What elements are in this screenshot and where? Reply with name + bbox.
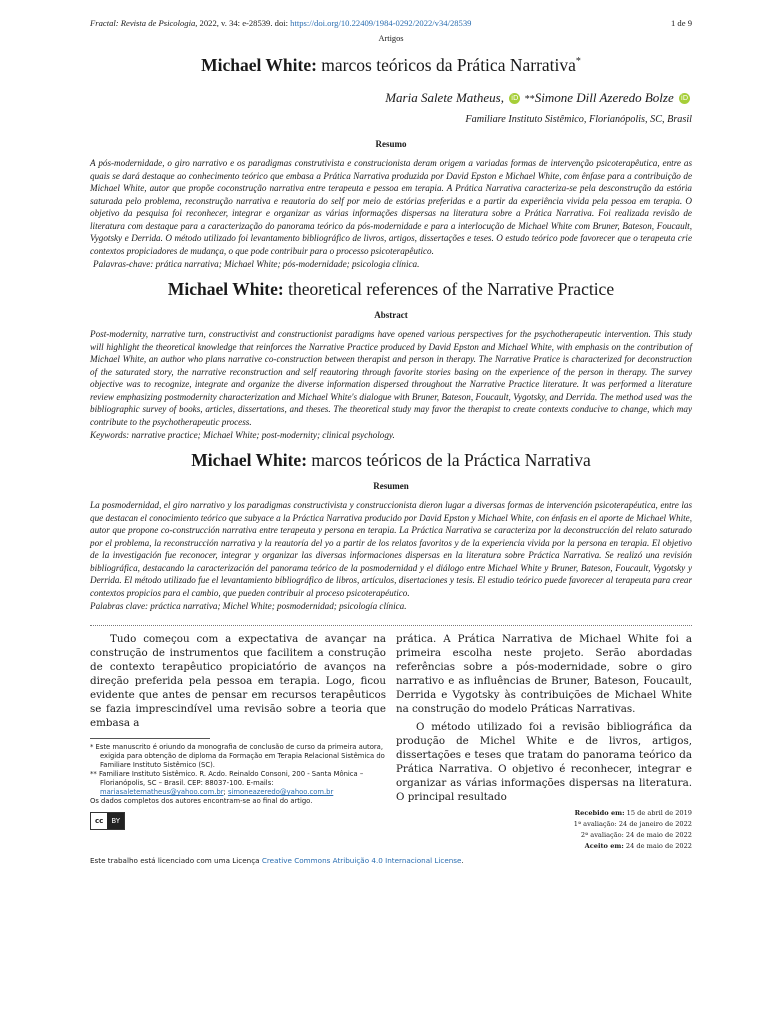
orcid-icon[interactable]: iD bbox=[511, 94, 519, 102]
resumo-body: A pós-modernidade, o giro narrativo e os paradigmas construtivista e construcionista deram origem a variadas formas de intervenção psicoterapêutica, entre as quais se dará destaque ao conhecimento teórico que embasa a Prática Narrativa produzida por David Epston e Michael White, com ênfase para a contribuição de Michael White, autor que propõe coconstrução narrativa entre terapeuta e pessoa em terapia. A Prática Narrativa caracteriza-se pela desconstrução da estória saturada pelo problema, reconstrução narrativa e reautoria do self por meio de estórias preferidas e a partir da experiência vivida pela pessoa em terapia. O objetivo da pesquisa foi reconhecer, integrar e organizar as várias informações dispersas na literatura sobre a Prática Narrativa. Foi realizada revisão de literatura com destaque para a caracterização do panorama teórico da pós-modernidade e para a interlocução de Michael White com Bruner, Bateson, Foucault, Vygotsky e Derrida. O método utilizado foi levantamento bibliográfico de livros, artigos, dissertações e teses. O estudo teórico pode favorecer que o terapeuta crie contextos propiciadores de mudança, o que pode contribuir para o processo psicoterapêutico. bbox=[90, 158, 692, 256]
body-columns bbox=[90, 632, 692, 852]
citation bbox=[90, 18, 471, 28]
first-evaluation-date: 1ª avaliação: 24 de janeiro de 2022 bbox=[573, 820, 692, 828]
title-english bbox=[90, 279, 692, 300]
body-paragraph: prática. A Prática Narrativa de Michael White foi a primeira escolha neste projeto. Serão abordadas referências sobre a pós-modernidade, sobre o giro narrativo e as influências de Bruner, Bateson, Foucault, Derrida e Vygotsky às contribuições de Michael White na construção do modelo Práticas Narrativas. bbox=[396, 633, 692, 715]
authors bbox=[90, 90, 692, 106]
second-evaluation-date: 2ª avaliação: 24 de maio de 2022 bbox=[580, 831, 692, 839]
palabras-clave: Palabras clave: práctica narrativa; Michel White; posmodernidad; psicología clínica. bbox=[90, 601, 407, 611]
title-pt-bold: Michael White: bbox=[201, 55, 317, 75]
resumen-heading: Resumen bbox=[373, 481, 409, 491]
orcid-icon[interactable]: iD bbox=[680, 94, 689, 102]
title-es-bold: Michael White: bbox=[191, 450, 308, 470]
resumen-body: La posmodernidad, el giro narrativo y los paradigmas constructivista y construccionista dieron lugar a diversas formas de intervención psicoterapéutica, entre las que destacan el conocimiento teórico que subyace a la Práctica Narrativa producido por David Epston y Michael White, con énfasis en el aporte de Michael White, autor que propone co-construcción narrativa entre terapeuta y persona en terapia. La Práctica Narrativa se caracteriza por la deconstrucción del relato saturado por el problema, la reconstrucción narrativa y la reautoría del yo a partir de los relatos favoritos y de la experiencia vivida por la persona en terapia. El objetivo de la investigación fue reconocer, integrar y organizar las diversas informaciones dispersas en la literatura sobre Práctica Narrativa. Se realizó una revisión bibliográfica, destacando la caracterización del panorama teórico de la posmodernidad y el diálogo entre Michael White y Bruner, Bateson, Foucault, Vygotsky y Derrida. El método utilizado fue el levantamiento bibliográfico de libros, artículos, disertaciones y tesis. El estudio teórico puede favorecer al terapeuta para crear contextos propicios para el cambio, que pueden contribuir al proceso psicoterapéutico. bbox=[90, 500, 692, 598]
right-column bbox=[396, 632, 692, 852]
article-page bbox=[90, 18, 692, 865]
title-footnote-mark[interactable]: * bbox=[575, 56, 581, 68]
title-pt-rest: marcos teóricos da Prática Narrativa bbox=[316, 55, 576, 75]
email-link-2[interactable]: simoneazeredo@yahoo.com.br bbox=[227, 788, 334, 796]
cc-icon: cc bbox=[91, 813, 107, 829]
running-head bbox=[90, 18, 692, 28]
footnote-2-text: ** Familiare Instituto Sistêmico. R. Acdo. Reinaldo Consoni, 200 - Santa Mônica – Florianópolis, SC – Brasil. CEP: 88037-100. E-mails: bbox=[90, 770, 364, 787]
license-link[interactable]: Creative Commons Atribuição 4.0 Internacional License bbox=[261, 856, 462, 865]
footnote-2 bbox=[90, 770, 386, 797]
by-icon: BY bbox=[107, 813, 124, 829]
title-es-rest: marcos teóricos de la Práctica Narrativa bbox=[307, 450, 591, 470]
affiliation: Familiare Instituto Sistêmico, Florianópolis, SC, Brasil bbox=[465, 114, 692, 125]
title-portuguese bbox=[90, 55, 692, 76]
section-divider bbox=[90, 625, 692, 626]
keywords: Keywords: narrative practice; Michael White; post-modernity; clinical psychology. bbox=[90, 430, 395, 440]
left-column bbox=[90, 632, 386, 852]
section-label: Artigos bbox=[378, 34, 404, 43]
footnote-rule bbox=[90, 738, 210, 739]
page-number: 1 de 9 bbox=[670, 18, 692, 28]
resumo-heading: Resumo bbox=[375, 139, 407, 149]
cc-by-license-badge[interactable] bbox=[90, 812, 125, 830]
footnote-3: Os dados completos dos autores encontram-se ao final do artigo. bbox=[90, 797, 313, 805]
received-date: Recebido em: 15 de abril de 2019 bbox=[574, 809, 692, 817]
author-footnote-mark: ** bbox=[522, 94, 535, 105]
email-link-1[interactable]: mariasaletematheus@yahoo.com.br bbox=[100, 788, 224, 796]
abstract-heading: Abstract bbox=[374, 310, 408, 320]
title-en-rest: theoretical references of the Narrative Practice bbox=[283, 279, 615, 299]
author-1: Maria Salete Matheus, bbox=[385, 90, 504, 105]
body-paragraph: Tudo começou com a expectativa de avançar na construção de instrumentos que facilitem a construção de contexto terapêutico propiciatório de avanços na direção preferida pela pessoa em terapia. Logo, ficou evidente que antes de pensar em recursos terapêuticos se fazia imprescindível uma revisão sobre a teoria que embasa a bbox=[90, 633, 386, 729]
footnote-1: * Este manuscrito é oriundo da monografia de conclusão de curso da primeira autora, exigida para obtenção de diploma da Formação em Terapia Relacional Sistêmica do Familiare Instituto Sistêmico (SC). bbox=[90, 743, 385, 769]
citation-text: , 2022, v. 34: e-28539. doi: bbox=[195, 18, 291, 28]
article-dates bbox=[396, 808, 692, 852]
title-spanish bbox=[90, 450, 692, 471]
palavras-chave: Palavras-chave: prática narrativa; Michael White; pós-modernidade; psicologia clínica. bbox=[93, 259, 420, 269]
title-en-bold: Michael White: bbox=[167, 279, 284, 299]
email-separator: ; bbox=[223, 788, 228, 796]
abstract-body: Post-modernity, narrative turn, constructivist and constructionist paradigms have opened various perspectives for the psychotherapeutic intervention. This study will highlight the theoretical knowledge that reinforces the Narrative Practice produced by David Epston and Michael White, with emphasis on the contribution of Michael White, an author who plans narrative co-construction between therapist and person in therapy. The Narrative Pratice is characterized for deconstruction of the saturated story, the narrative reconstruction and self reautoring through favorite stories basing on the experience of the person in therapy. The survey objective was to recognize, integrate and organize the diverse information dispersed throughout the Narrative Practice literature. It was performed a literature review emphasizing postmodernity characterization and Michael White's dialogue with Bruner, Bateson, Foucault, Vygotsky, and Derrida. The method used was the bibliographic survey of books, articles, dissertations, and theses. The theoretical study may favor the therapist to create contexts conducive to change, which may contribute to the psychotherapeutic process. bbox=[90, 329, 692, 427]
footnotes bbox=[90, 743, 386, 806]
body-paragraph: O método utilizado foi a revisão bibliográfica da produção de Michel White e de livros, artigos, dissertações e teses que tratam do panorama teórico da Prática Narrativa. O objetivo é reconhecer, integrar e organizar as várias informações dispersas na literatura. O principal resultado bbox=[396, 721, 692, 803]
doi-link[interactable]: https://doi.org/10.22409/1984-0292/2022/v34/28539 bbox=[290, 18, 472, 28]
author-2: Simone Dill Azeredo Bolze bbox=[534, 90, 674, 105]
accepted-date: Aceito em: 24 de maio de 2022 bbox=[584, 842, 692, 850]
journal-name: Fractal: Revista de Psicologia bbox=[90, 18, 196, 28]
license-statement: Este trabalho está licenciado com uma Licença Creative Commons Atribuição 4.0 Internacional License. bbox=[90, 856, 464, 865]
